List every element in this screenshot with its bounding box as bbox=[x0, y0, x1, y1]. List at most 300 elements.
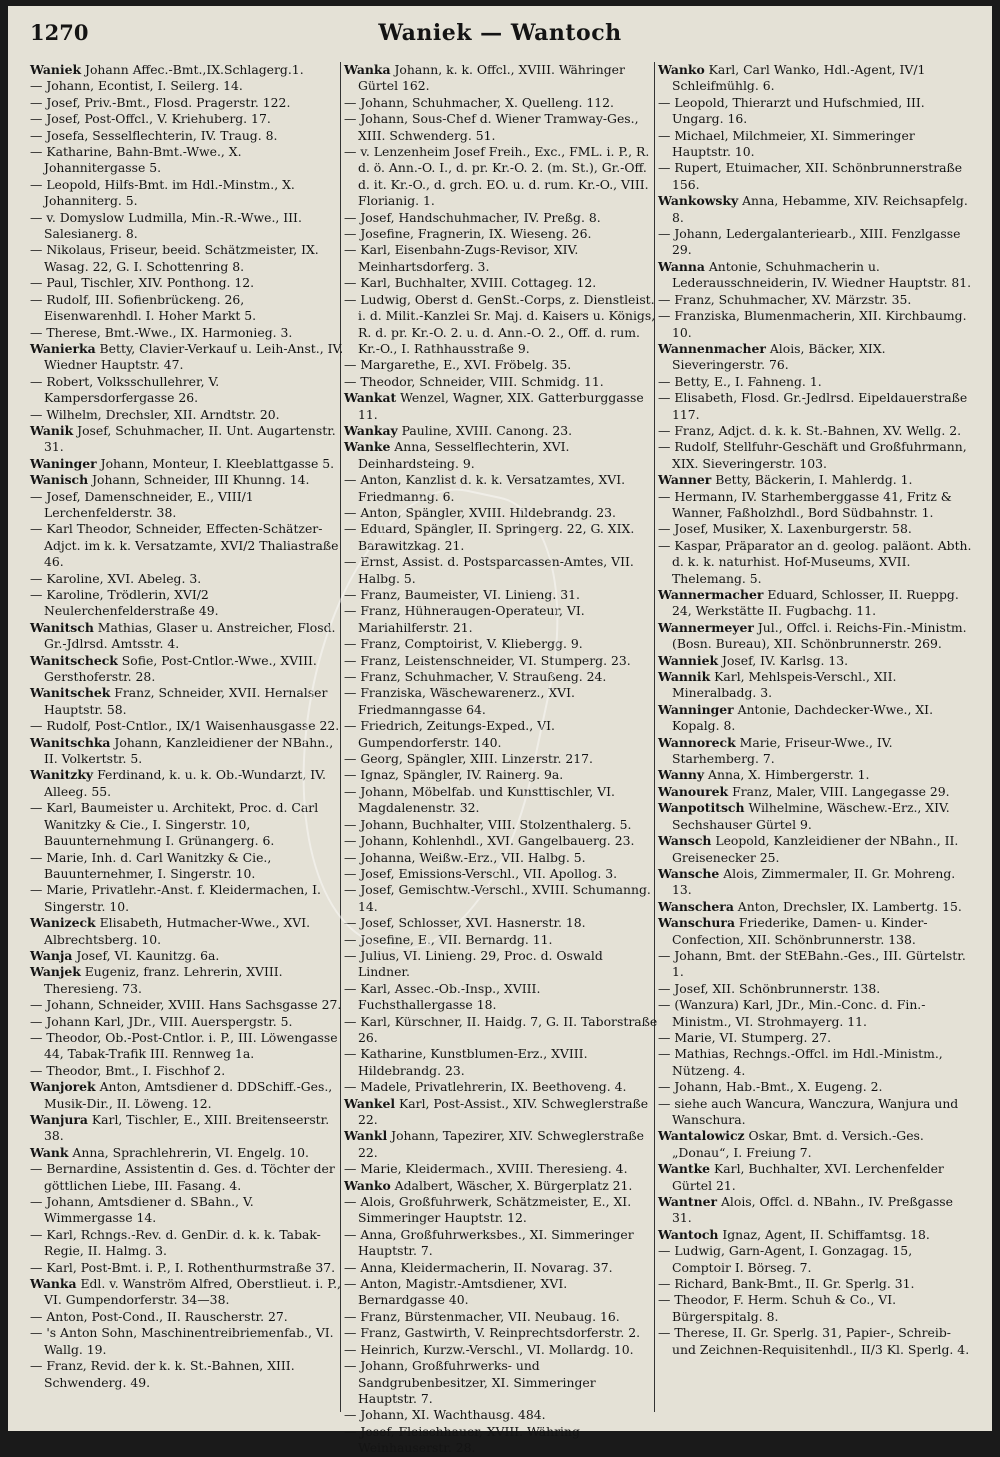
entry-surname: Wanner bbox=[658, 472, 712, 488]
entry-surname: Wanny bbox=[658, 767, 705, 783]
directory-entry bbox=[658, 390, 972, 423]
entry-text: — Franz, Schuhmacher, XV. Märzstr. 35. bbox=[658, 291, 912, 307]
directory-entry bbox=[658, 292, 972, 308]
directory-entry bbox=[658, 800, 972, 833]
entry-text: Mathias, Glaser u. Anstreicher, Flosd. Gr.-Jdlrsd. Amtsstr. 4. bbox=[44, 619, 336, 652]
entry-text: — Therese, II. Gr. Sperlg. 31, Papier-, Schreib- und Zeichnen-Requisitenhdl., II/3 Kl. Sperlg. 4. bbox=[658, 1325, 970, 1357]
entry-surname: Wanitschka bbox=[30, 734, 111, 750]
directory-entry bbox=[658, 62, 972, 95]
directory-entry bbox=[658, 948, 972, 981]
directory-entry bbox=[344, 948, 658, 981]
entry-text: Betty, Clavier-Verkauf u. Leih-Anst., IV. Wiedner Hauptstr. 47. bbox=[44, 340, 344, 373]
directory-entry bbox=[658, 866, 972, 899]
directory-entry bbox=[658, 226, 972, 259]
entry-text: — Franz, Leistenschneider, VI. Stumperg. 23. bbox=[344, 652, 631, 668]
directory-entry bbox=[658, 521, 972, 537]
entry-text: — siehe auch Wancura, Wanczura, Wanjura und Wanschura. bbox=[658, 1095, 959, 1127]
entry-text: — Mathias, Rechngs.-Offcl. im Hdl.-Ministm., Nützeng. 4. bbox=[658, 1046, 943, 1078]
entry-surname: Wanisch bbox=[30, 472, 89, 488]
entry-text: — Johanna, Weißw.-Erz., VII. Halbg. 5. bbox=[344, 849, 586, 865]
entry-text: — Franz, Revid. der k. k. St.-Bahnen, XIII. Schwenderg. 49. bbox=[30, 1358, 295, 1390]
directory-entry bbox=[30, 1276, 344, 1309]
directory-entry bbox=[344, 1276, 658, 1309]
directory-entry bbox=[658, 669, 972, 702]
entry-surname: Wanizeck bbox=[30, 915, 96, 931]
directory-entry bbox=[30, 964, 344, 997]
entry-text: Karl, Tischler, E., XIII. Breitenseerstr. 38. bbox=[44, 1112, 330, 1144]
directory-entry bbox=[658, 620, 972, 653]
entry-text: — Hermann, IV. Starhemberggasse 41, Fritz & Wanner, Faßholzhdl., Bord Südbahnstr. 1. bbox=[658, 488, 952, 520]
entry-surname: Wanninger bbox=[658, 701, 734, 717]
directory-entry bbox=[658, 899, 972, 915]
entry-text: — Josef, Emissions-Verschl., VII. Apollog. 3. bbox=[344, 865, 618, 881]
entry-text: — Michael, Milchmeier, XI. Simmeringer Hauptstr. 10. bbox=[658, 127, 915, 160]
entry-text: — Anton, Post-Cond., II. Rauscherstr. 27. bbox=[30, 1308, 288, 1324]
directory-entry bbox=[30, 374, 344, 407]
directory-entry bbox=[344, 1161, 658, 1177]
entry-text: Pauline, XVIII. Canong. 23. bbox=[397, 422, 573, 438]
directory-entry bbox=[30, 850, 344, 883]
directory-entry bbox=[30, 718, 344, 734]
directory-entry bbox=[30, 997, 344, 1013]
directory-entry bbox=[344, 1046, 658, 1079]
entry-surname: Wanna bbox=[658, 258, 705, 274]
directory-entry bbox=[30, 144, 344, 177]
entry-surname: Wanja bbox=[30, 947, 73, 963]
entry-text: Elisabeth, Hutmacher-Wwe., XVI. Albrechtsberg. 10. bbox=[44, 915, 311, 947]
entry-text: — (Wanzura) Karl, JDr., Min.-Conc. d. Fin.-Ministm., VI. Strohmayerg. 11. bbox=[658, 997, 926, 1029]
entry-text: — Paul, Tischler, XIV. Ponthong. 12. bbox=[30, 275, 255, 291]
entry-text: Alois, Offcl. d. NBahn., IV. Preßgasse 31. bbox=[672, 1194, 953, 1226]
directory-entry bbox=[344, 210, 658, 226]
directory-page bbox=[8, 6, 992, 1456]
entry-text: — Josef, Priv.-Bmt., Flosd. Pragerstr. 122. bbox=[30, 94, 291, 110]
directory-entry bbox=[658, 472, 972, 488]
directory-entry bbox=[658, 702, 972, 735]
entry-surname: Wannermeyer bbox=[658, 619, 754, 635]
entry-surname: Wantner bbox=[658, 1194, 718, 1210]
entry-text: Adalbert, Wäscher, X. Bürgerplatz 21. bbox=[390, 1177, 633, 1193]
page-number: 1270 bbox=[30, 20, 89, 45]
entry-text: — Richard, Bank-Bmt., II. Gr. Sperlg. 31. bbox=[658, 1276, 915, 1292]
entry-text: Edl. v. Wanström Alfred, Oberstlieut. i. P., VI. Gumpendorferstr. 34—38. bbox=[44, 1276, 341, 1308]
entry-text: — Ludwig, Oberst d. GenSt.-Corps, z. Dienstleist. i. d. Milit.-Kanzlei Sr. Maj. d. Kaisers u. Königs, R. d. pr. Kr.-O. 2. u. d. Ann.-O. 2., Off. d. rum. Kr.-O., I. Rathhausstraße 9. bbox=[344, 291, 656, 356]
directory-entry bbox=[30, 242, 344, 275]
entry-text: — Josef, XII. Schönbrunnerstr. 138. bbox=[658, 980, 881, 996]
entry-text: Anton, Drechsler, IX. Lambertg. 15. bbox=[733, 898, 962, 914]
entry-text: Anton, Amtsdiener d. DDSchiff.-Ges., Musik-Dir., II. Löweng. 12. bbox=[44, 1079, 333, 1111]
directory-entry bbox=[30, 521, 344, 570]
directory-entry bbox=[658, 1276, 972, 1292]
entry-text: Karl, Buchhalter, XVI. Lerchenfelder Gürtel 21. bbox=[672, 1161, 944, 1193]
directory-entry bbox=[30, 78, 344, 94]
entry-text: Josef, IV. Karlsg. 13. bbox=[718, 652, 849, 668]
directory-entry bbox=[658, 128, 972, 161]
directory-entry bbox=[658, 587, 972, 620]
entry-text: Wilhelmine, Wäschew.-Erz., XIV. Sechshauser Gürtel 9. bbox=[672, 800, 950, 832]
directory-entry bbox=[30, 800, 344, 849]
entry-text: — Franz, Baumeister, VI. Linieng. 31. bbox=[344, 587, 580, 602]
entry-text: — Rudolf, III. Sofienbrückeng. 26, Eisenwarenhdl. I. Hoher Markt 5. bbox=[30, 291, 257, 324]
entry-text: — Karl Theodor, Schneider, Effecten-Schätzer-Adjct. im k. k. Versatzamte, XVI/2 Thaliastraße 46. bbox=[30, 521, 339, 570]
entry-text: — Johann, Kohlenhdl., XVI. Gangelbauerg. 23. bbox=[344, 833, 635, 849]
entry-text: Alois, Bäcker, XIX. Sieveringerstr. 76. bbox=[672, 340, 886, 373]
directory-entry bbox=[344, 275, 658, 291]
directory-entry bbox=[658, 538, 972, 587]
directory-entry bbox=[658, 784, 972, 800]
entry-text: — Johann, Ledergalanteriearb., XIII. Fenzlgasse 29. bbox=[658, 226, 961, 258]
entry-text: Anna, Sprachlehrerin, VI. Engelg. 10. bbox=[68, 1144, 309, 1160]
directory-entry bbox=[344, 423, 658, 439]
directory-entry bbox=[30, 423, 344, 456]
directory-entry bbox=[344, 144, 658, 210]
entry-text: Oskar, Bmt. d. Versich.-Ges. „Donau“, I. Freiung 7. bbox=[672, 1128, 924, 1160]
directory-entry bbox=[344, 292, 658, 358]
entry-surname: Wanik bbox=[30, 422, 74, 438]
directory-entry bbox=[30, 587, 344, 620]
directory-entry bbox=[658, 374, 972, 390]
entry-text: Karl, Carl Wanko, Hdl.-Agent, IV/1 Schleifmühlg. 6. bbox=[672, 62, 926, 94]
entry-text: — Anton, Kanzlist d. k. k. Versatzamtes, XVI. Friedmanng. 6. bbox=[344, 472, 626, 504]
entry-text: — Johann, Bmt. der StEBahn.-Ges., III. Gürtelstr. 1. bbox=[658, 947, 966, 980]
entry-text: — Margarethe, E., XVI. Fröbelg. 35. bbox=[344, 357, 572, 373]
entry-text: Wenzel, Wagner, XIX. Gatterburggasse 11. bbox=[358, 390, 644, 422]
directory-entry bbox=[30, 882, 344, 915]
entry-text: Alois, Zimmermaler, II. Gr. Mohreng. 13. bbox=[672, 865, 956, 898]
directory-entry bbox=[658, 423, 972, 439]
entry-surname: Wanka bbox=[344, 62, 391, 77]
entry-surname: Wanjura bbox=[30, 1112, 88, 1127]
entry-text: — Heinrich, Kurzw.-Verschl., VI. Mollardg. 10. bbox=[344, 1341, 634, 1357]
directory-entry bbox=[658, 981, 972, 997]
entry-surname: Wanniek bbox=[658, 652, 719, 668]
entry-text: — Karl, Post-Bmt. i. P., I. Rothenthurmstraße 37. bbox=[30, 1259, 336, 1275]
directory-entry bbox=[30, 489, 344, 522]
directory-entry bbox=[658, 1030, 972, 1046]
entry-text: Johann Affec.-Bmt.,IX.Schlagerg.1. bbox=[81, 62, 304, 77]
entry-text: — Karl, Baumeister u. Architekt, Proc. d. Carl Wanitzky & Cie., I. Singerstr. 10, Bauunternehmung I. Grünangerg. 6. bbox=[30, 800, 319, 849]
entry-text: Antonie, Dachdecker-Wwe., XI. Kopalg. 8. bbox=[672, 701, 934, 734]
entry-text: — Elisabeth, Flosd. Gr.-Jedlrsd. Eipeldauerstraße 117. bbox=[658, 390, 968, 422]
directory-entry bbox=[344, 1358, 658, 1407]
directory-entry bbox=[30, 62, 344, 78]
directory-entry bbox=[30, 1112, 344, 1145]
directory-entry bbox=[658, 193, 972, 226]
entry-surname: Wankowsky bbox=[658, 193, 739, 209]
directory-entry bbox=[344, 1128, 658, 1161]
directory-entry bbox=[344, 390, 658, 423]
directory-entry bbox=[344, 1079, 658, 1095]
directory-entry bbox=[658, 341, 972, 374]
entry-text: — v. Lenzenheim Josef Freih., Exc., FML. i. P., R. d. ö. Ann.-O. I., d. pr. Kr.-O. 2. (m. St.), Gr.-Off. d. it. Kr.-O., d. grch. EO. u. d. rum. Kr.-O., VIII. Florianig. 1. bbox=[344, 144, 650, 209]
entry-surname: Wansche bbox=[658, 865, 720, 881]
entry-text: — Karl, Kürschner, II. Haidg. 7, G. II. Taborstraße 26. bbox=[344, 1013, 658, 1045]
entry-surname: Wannenmacher bbox=[658, 340, 766, 356]
entry-text: Johann, Schneider, III Khunng. 14. bbox=[88, 472, 310, 488]
entry-text: — Johann, Hab.-Bmt., X. Eugeng. 2. bbox=[658, 1079, 883, 1095]
directory-entry bbox=[30, 948, 344, 964]
directory-entry bbox=[658, 1194, 972, 1227]
entry-text: — Rudolf, Post-Cntlor., IX/1 Waisenhausgasse 22. bbox=[30, 718, 340, 734]
entry-text: Betty, Bäckerin, I. Mahlerdg. 1. bbox=[711, 472, 913, 488]
directory-entry bbox=[30, 571, 344, 587]
entry-text: — Ernst, Assist. d. Postsparcassen-Amtes, VII. Halbg. 5. bbox=[344, 554, 634, 586]
directory-entry bbox=[658, 259, 972, 292]
entry-text: — Karl, Buchhalter, XVIII. Cottageg. 12. bbox=[344, 275, 597, 291]
entry-text: — Leopold, Hilfs-Bmt. im Hdl.-Minstm., X. Johanniterg. 5. bbox=[30, 176, 295, 209]
entry-surname: Wantalowicz bbox=[658, 1128, 745, 1144]
entry-text: — Josef, Post-Offcl., V. Kriehuberg. 17. bbox=[30, 111, 271, 127]
entry-surname: Wankat bbox=[344, 390, 397, 406]
entry-text: — Betty, E., I. Fahneng. 1. bbox=[658, 373, 822, 389]
entry-text: — Karoline, Trödlerin, XVI/2 Neulerchenfelderstraße 49. bbox=[30, 587, 219, 619]
entry-text: Marie, Friseur-Wwe., IV. Starhemberg. 7. bbox=[672, 734, 893, 767]
entry-text: — Katharine, Kunstblumen-Erz., XVIII. Hildebrandg. 23. bbox=[344, 1046, 588, 1078]
entry-text: Eduard, Schlosser, II. Rueppg. 24, Werkstätte II. Fugbachg. 11. bbox=[672, 587, 959, 619]
directory-entry bbox=[658, 833, 972, 866]
directory-entry bbox=[658, 1046, 972, 1079]
directory-entry bbox=[344, 1096, 658, 1129]
entry-text: Sofie, Post-Cntlor.-Wwe., XVIII. Gersthoferstr. 28. bbox=[44, 652, 317, 685]
entry-surname: Wannermacher bbox=[658, 587, 764, 602]
entry-text: — Johann, XI. Wachthausg. 484. bbox=[344, 1407, 546, 1423]
entry-surname: Wantoch bbox=[658, 1226, 719, 1242]
entry-text: — Josefine, Fragnerin, IX. Wieseng. 26. bbox=[344, 226, 592, 242]
directory-entry bbox=[30, 1079, 344, 1112]
directory-entry bbox=[658, 1325, 972, 1358]
entry-text: — Josef, Damenschneider, E., VIII/1 Lerchenfelderstr. 38. bbox=[30, 488, 254, 520]
entry-text: — Anna, Kleidermacherin, II. Novarag. 37. bbox=[344, 1259, 613, 1275]
directory-entry bbox=[344, 1325, 658, 1341]
entry-text: Franz, Schneider, XVII. Hernalser Hauptstr. 58. bbox=[44, 685, 328, 717]
directory-entry bbox=[658, 915, 972, 948]
entry-text: — Karl, Eisenbahn-Zugs-Revisor, XIV. Meinhartsdorferg. 3. bbox=[344, 242, 579, 274]
running-head: Waniek — Wantoch bbox=[378, 20, 622, 46]
directory-entry bbox=[658, 997, 972, 1030]
directory-entry bbox=[344, 1014, 658, 1047]
directory-entry bbox=[30, 767, 344, 800]
entry-text: — Ludwig, Garn-Agent, I. Gonzagag. 15, Comptoir I. Börseg. 7. bbox=[658, 1243, 913, 1275]
entry-text: — v. Domyslow Ludmilla, Min.-R.-Wwe., III. Salesianerg. 8. bbox=[30, 209, 302, 242]
directory-entry bbox=[30, 1063, 344, 1079]
entry-text: Karl, Mehlspeis-Verschl., XII. Mineralbadg. 3. bbox=[672, 669, 897, 701]
entry-text: — Josef, Fleischhauer, XVIII. Währing Weinhauserstr. 28. bbox=[344, 1423, 580, 1456]
entry-text: — Georg, Spängler, XIII. Linzerstr. 217. bbox=[344, 751, 593, 767]
entry-text: — Franz, Adjct. d. k. k. St.-Bahnen, XV. Wellg. 2. bbox=[658, 422, 962, 438]
entry-text: — Franz, Gastwirth, V. Reinprechtsdorferstr. 2. bbox=[344, 1325, 641, 1341]
entry-text: — Johann, Großfuhrwerks- und Sandgrubenbesitzer, XI. Simmeringer Hauptstr. 7. bbox=[344, 1358, 596, 1406]
directory-entry bbox=[344, 1424, 658, 1457]
directory-entry bbox=[658, 1243, 972, 1276]
directory-entry bbox=[30, 128, 344, 144]
entry-text: — Karl, Rchngs.-Rev. d. GenDir. d. k. k. Tabak-Regie, II. Halmg. 3. bbox=[30, 1226, 321, 1259]
entry-text: — Ignaz, Spängler, IV. Rainerg. 9a. bbox=[344, 767, 564, 783]
entry-text: Josef, Schuhmacher, II. Unt. Augartenstr. 31. bbox=[44, 422, 336, 455]
entry-text: Antonie, Schuhmacherin u. Lederausschneiderin, IV. Wiedner Hauptstr. 81. bbox=[672, 258, 972, 291]
entry-text: — Josef, Gemischtw.-Verschl., XVIII. Schumanng. 14. bbox=[344, 882, 651, 914]
directory-entry bbox=[30, 1014, 344, 1030]
entry-text: — Marie, VI. Stumperg. 27. bbox=[658, 1029, 832, 1045]
entry-text: Josef, VI. Kaunitzg. 6a. bbox=[72, 947, 220, 963]
entry-surname: Wanko bbox=[658, 62, 705, 77]
column-3 bbox=[658, 62, 972, 1418]
entry-text: — Franz, Schuhmacher, V. Straußeng. 24. bbox=[344, 669, 607, 685]
entry-text: — Rudolf, Stellfuhr-Geschäft und Großfuhrmann, XIX. Sieveringerstr. 103. bbox=[658, 439, 967, 471]
entry-text: — Bernardine, Assistentin d. Ges. d. Töchter der göttlichen Liebe, III. Fasang. 4. bbox=[30, 1161, 335, 1193]
entry-surname: Wanitsch bbox=[30, 619, 94, 635]
entry-text: — Anton, Magistr.-Amtsdiener, XVI. Bernardgasse 40. bbox=[344, 1276, 568, 1308]
entry-text: — Leopold, Thierarzt und Hufschmied, III. Ungarg. 16. bbox=[658, 94, 925, 127]
directory-entry bbox=[658, 1096, 972, 1129]
directory-entry bbox=[658, 160, 972, 193]
entry-text: Johann, Tapezirer, XIV. Schweglerstraße 22. bbox=[358, 1128, 645, 1160]
entry-surname: Wank bbox=[30, 1144, 69, 1160]
entry-surname: Wankl bbox=[344, 1128, 388, 1144]
entry-text: — Josef, Handschuhmacher, IV. Preßg. 8. bbox=[344, 209, 601, 225]
entry-text: — Theodor, Schneider, VIII. Schmidg. 11. bbox=[344, 373, 604, 389]
entry-surname: Wantke bbox=[658, 1161, 711, 1177]
entry-text: — Franz, Hühneraugen-Operateur, VI. Mariahilferstr. 21. bbox=[344, 603, 585, 635]
entry-surname: Wanitscheck bbox=[30, 652, 118, 668]
entry-text: Johann, Kanzleidiener der NBahn., II. Volkertstr. 5. bbox=[44, 734, 334, 767]
entry-surname: Wanschura bbox=[658, 915, 735, 931]
directory-entry bbox=[344, 1342, 658, 1358]
directory-entry bbox=[30, 325, 344, 341]
entry-text: — Franz, Bürstenmacher, VII. Neubaug. 16. bbox=[344, 1308, 620, 1324]
directory-entry bbox=[344, 95, 658, 111]
directory-entry bbox=[30, 210, 344, 243]
entry-surname: Wansch bbox=[658, 833, 712, 849]
entry-text: Leopold, Kanzleidiener der NBahn., II. Greisenecker 25. bbox=[672, 833, 959, 865]
entry-surname: Wanitzky bbox=[30, 767, 94, 783]
entry-text: — Johann Karl, JDr., VIII. Auerspergstr. 5. bbox=[30, 1013, 293, 1029]
directory-entry bbox=[658, 1128, 972, 1161]
entry-text: — Theodor, F. Herm. Schuh & Co., VI. Bürgerspitalg. 8. bbox=[658, 1292, 897, 1324]
entry-surname: Wanjorek bbox=[30, 1079, 96, 1095]
entry-text: Anna, X. Himbergerstr. 1. bbox=[704, 767, 870, 783]
directory-entry bbox=[30, 292, 344, 325]
entry-surname: Wannik bbox=[658, 669, 711, 685]
directory-entry bbox=[344, 374, 658, 390]
entry-text: — Johann, Buchhalter, VIII. Stolzenthalerg. 5. bbox=[344, 816, 632, 832]
directory-entry bbox=[30, 1194, 344, 1227]
directory-entry bbox=[30, 1309, 344, 1325]
entry-text: — Franziska, Blumenmacherin, XII. Kirchbaumg. 10. bbox=[658, 308, 967, 340]
directory-entry bbox=[658, 1079, 972, 1095]
entry-surname: Wanko bbox=[344, 1177, 391, 1193]
entry-text: — Josefa, Sesselflechterin, IV. Traug. 8. bbox=[30, 127, 278, 143]
entry-text: Ferdinand, k. u. k. Ob.-Wundarzt, IV. Alleeg. 55. bbox=[44, 767, 326, 799]
entry-text: — Josefine, E., VII. Bernardg. 11. bbox=[344, 931, 553, 947]
entry-text: — Wilhelm, Drechsler, XII. Arndtstr. 20. bbox=[30, 406, 280, 422]
directory-entry bbox=[30, 1358, 344, 1391]
directory-entry bbox=[30, 915, 344, 948]
directory-entry bbox=[30, 735, 344, 768]
directory-entry bbox=[344, 439, 658, 472]
entry-surname: Wanka bbox=[30, 1276, 77, 1292]
entry-text: — Theodor, Bmt., I. Fischhof 2. bbox=[30, 1062, 226, 1078]
entry-text: — Rupert, Etuimacher, XII. Schönbrunnerstraße 156. bbox=[658, 160, 963, 192]
directory-entry bbox=[344, 226, 658, 242]
directory-entry bbox=[658, 653, 972, 669]
directory-entry bbox=[658, 1292, 972, 1325]
directory-entry bbox=[30, 1325, 344, 1358]
entry-text: — 's Anton Sohn, Maschinentreibriemenfab., VI. Wallg. 19. bbox=[30, 1325, 334, 1357]
entry-text: — Therese, Bmt.-Wwe., IX. Harmonieg. 3. bbox=[30, 324, 293, 340]
entry-text: Anna, Hebamme, XIV. Reichsapfelg. 8. bbox=[672, 193, 968, 225]
directory-entry bbox=[344, 1260, 658, 1276]
directory-entry bbox=[344, 1309, 658, 1325]
entry-text: — Anton, Spängler, XVIII. Hildebrandg. 23. bbox=[344, 504, 617, 520]
directory-entry bbox=[344, 981, 658, 1014]
entry-text: — Karl, Assec.-Ob.-Insp., XVIII. Fuchsthallergasse 18. bbox=[344, 980, 541, 1013]
entry-text: — Johann, Amtsdiener d. SBahn., V. Wimmergasse 14. bbox=[30, 1194, 254, 1226]
directory-entry bbox=[30, 456, 344, 472]
entry-surname: Wankay bbox=[344, 422, 398, 438]
entry-text: — Alois, Großfuhrwerk, Schätzmeister, E., XI. Simmeringer Hauptstr. 12. bbox=[344, 1194, 632, 1226]
entry-text: — Anna, Großfuhrwerksbes., XI. Simmeringer Hauptstr. 7. bbox=[344, 1226, 634, 1259]
entry-text: Ignaz, Agent, II. Schiffamtsg. 18. bbox=[718, 1226, 930, 1242]
directory-entry bbox=[658, 767, 972, 783]
entry-surname: Wanourek bbox=[658, 783, 729, 799]
directory-entry bbox=[658, 308, 972, 341]
entry-text: — Marie, Inh. d. Carl Wanitzky & Cie., Bauunternehmer, I. Singerstr. 10. bbox=[30, 849, 272, 881]
entry-text: Anna, Sesselflechterin, XVI. Deinhardsteing. 9. bbox=[358, 439, 570, 471]
entry-text: — Josef, Schlosser, XVI. Hasnerstr. 18. bbox=[344, 915, 586, 931]
entry-text: — Franziska, Wäschewarenerz., XVI. Friedmanngasse 64. bbox=[344, 685, 575, 717]
entry-surname: Wanitschek bbox=[30, 685, 111, 701]
entry-text: Jul., Offcl. i. Reichs-Fin.-Ministm. (Bosn. Bureau), XII. Schönbrunnerstr. 269. bbox=[672, 619, 967, 652]
column-1 bbox=[30, 62, 344, 1418]
entry-surname: Wanierka bbox=[30, 340, 96, 356]
directory-entry bbox=[344, 1178, 658, 1194]
entry-text: Eugeniz, franz. Lehrerin, XVIII. Theresieng. 73. bbox=[44, 964, 283, 996]
entry-surname: Wanschera bbox=[658, 898, 734, 914]
directory-entry bbox=[658, 439, 972, 472]
entry-text: — Karoline, XVI. Abeleg. 3. bbox=[30, 570, 202, 586]
directory-entry bbox=[344, 1407, 658, 1423]
directory-entry bbox=[344, 62, 658, 95]
directory-entry bbox=[658, 489, 972, 522]
entry-text: — Marie, Privatlehr.-Anst. f. Kleidermachen, I. Singerstr. 10. bbox=[30, 882, 321, 914]
entry-surname: Wannoreck bbox=[658, 734, 736, 750]
entry-text: — Eduard, Spängler, II. Springerg. 22, G. XIX. Barawitzkag. 21. bbox=[344, 521, 635, 553]
entry-text: — Nikolaus, Friseur, beeid. Schätzmeister, IX. Wasag. 22, G. I. Schottenring 8. bbox=[30, 242, 319, 274]
directory-entry bbox=[30, 685, 344, 718]
page-header bbox=[8, 20, 992, 54]
entry-text: Johann, Monteur, I. Kleeblattgasse 5. bbox=[96, 455, 335, 471]
entry-text: — Julius, VI. Linieng. 29, Proc. d. Oswald Lindner. bbox=[344, 947, 603, 980]
entry-text: — Marie, Kleidermach., XVIII. Theresieng. 4. bbox=[344, 1161, 628, 1177]
entry-text: Franz, Maler, VIII. Langegasse 29. bbox=[728, 783, 950, 799]
directory-entry bbox=[658, 1227, 972, 1243]
directory-entry bbox=[344, 242, 658, 275]
entry-text: — Johann, Schneider, XVIII. Hans Sachsgasse 27. bbox=[30, 997, 342, 1013]
entry-surname: Wanke bbox=[344, 439, 391, 455]
directory-entry bbox=[30, 407, 344, 423]
entry-surname: Wanjek bbox=[30, 964, 81, 980]
directory-entry bbox=[658, 1161, 972, 1194]
directory-entry bbox=[30, 111, 344, 127]
entry-text: — Friedrich, Zeitungs-Exped., VI. Gumpendorferstr. 140. bbox=[344, 718, 555, 750]
entry-text: Friederike, Damen- u. Kinder-Confection, XII. Schönbrunnerstr. 138. bbox=[672, 915, 928, 947]
directory-entry bbox=[30, 1227, 344, 1260]
entry-text: Karl, Post-Assist., XIV. Schweglerstraße 22. bbox=[358, 1095, 649, 1127]
directory-entry bbox=[30, 177, 344, 210]
entry-text: — Katharine, Bahn-Bmt.-Wwe., X. Johannitergasse 5. bbox=[30, 144, 242, 176]
directory-entry bbox=[30, 1260, 344, 1276]
entry-text: — Johann, Möbelfab. und Kunsttischler, VI. Magdalenenstr. 32. bbox=[344, 783, 615, 816]
